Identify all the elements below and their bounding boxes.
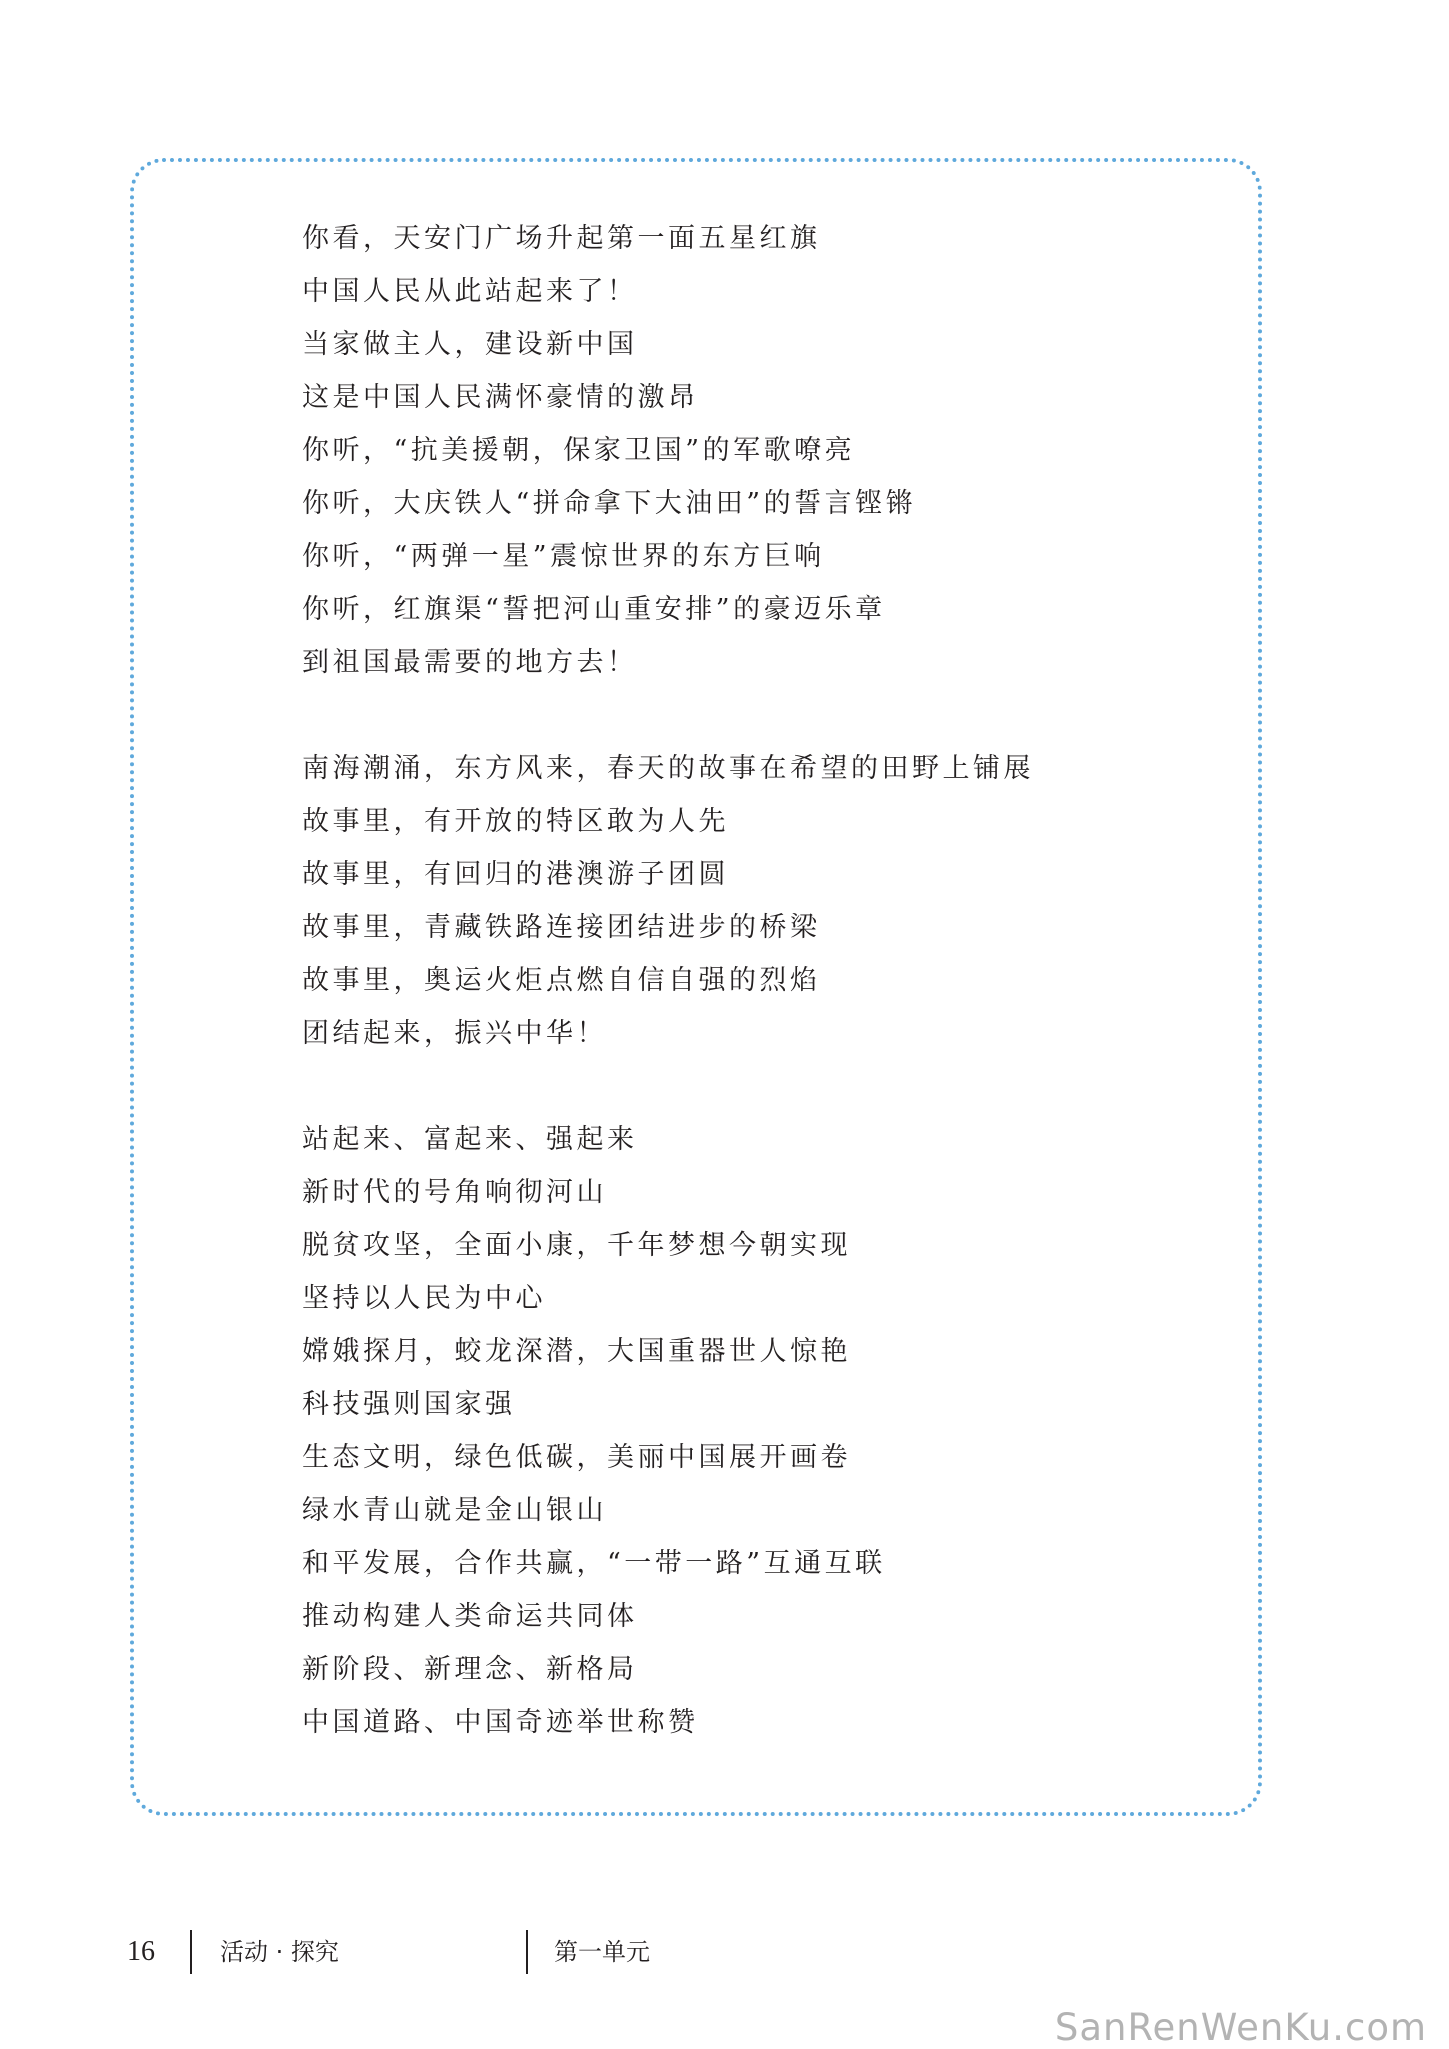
poem-line: 到祖国最需要的地方去！ (302, 647, 638, 678)
poem-line: 故事里，青藏铁路连接团结进步的桥梁 (302, 912, 821, 943)
poem-line: 你听，红旗渠“誓把河山重安排”的豪迈乐章 (302, 594, 886, 625)
poem-line: 团结起来，振兴中华！ (302, 1018, 607, 1049)
poem-line: 中国人民从此站起来了！ (302, 276, 638, 307)
unit-label: 第一单元 (554, 1938, 650, 1966)
poem-line: 嫦娥探月，蛟龙深潜，大国重器世人惊艳 (302, 1336, 851, 1367)
poem-line: 故事里，有开放的特区敢为人先 (302, 806, 729, 837)
poem-line: 故事里，有回归的港澳游子团圆 (302, 859, 729, 890)
poem-line: 脱贫攻坚，全面小康，千年梦想今朝实现 (302, 1230, 851, 1261)
poem-line: 站起来、富起来、强起来 (302, 1124, 638, 1155)
poem-line: 生态文明，绿色低碳，美丽中国展开画卷 (302, 1442, 851, 1473)
poem-line: 故事里，奥运火炬点燃自信自强的烈焰 (302, 965, 821, 996)
poem-line: 坚持以人民为中心 (302, 1283, 546, 1314)
poem-line: 当家做主人，建设新中国 (302, 329, 638, 360)
site-watermark: SanRenWenKu.com (1054, 2006, 1427, 2049)
poem-line: 南海潮涌，东方风来，春天的故事在希望的田野上铺展 (302, 753, 1034, 784)
poem-line: 科技强则国家强 (302, 1389, 516, 1420)
poem-line: 你听，“抗美援朝，保家卫国”的军歌嘹亮 (302, 435, 856, 466)
poem-line: 新阶段、新理念、新格局 (302, 1654, 638, 1685)
poem-line: 和平发展，合作共赢，“一带一路”互通互联 (302, 1548, 886, 1579)
stanza-3 (302, 1113, 1202, 1749)
page-number: 16 (127, 1936, 155, 1967)
section-label: 活动 · 探究 (220, 1938, 339, 1966)
poem-line: 中国道路、中国奇迹举世称赞 (302, 1707, 699, 1738)
poem-line: 推动构建人类命运共同体 (302, 1601, 638, 1632)
poem-line: 这是中国人民满怀豪情的激昂 (302, 382, 699, 413)
page-footer (0, 1928, 1449, 1988)
footer-divider (526, 1930, 528, 1974)
poem-line: 你看，天安门广场升起第一面五星红旗 (302, 223, 821, 254)
poem (302, 212, 1202, 1749)
stanza-2 (302, 742, 1202, 1060)
poem-line: 你听，大庆铁人“拼命拿下大油田”的誓言铿锵 (302, 488, 917, 519)
footer-divider (190, 1930, 192, 1974)
poem-line: 你听，“两弹一星”震惊世界的东方巨响 (302, 541, 825, 572)
poem-line: 新时代的号角响彻河山 (302, 1177, 607, 1208)
poem-line: 绿水青山就是金山银山 (302, 1495, 607, 1526)
stanza-1 (302, 212, 1202, 689)
